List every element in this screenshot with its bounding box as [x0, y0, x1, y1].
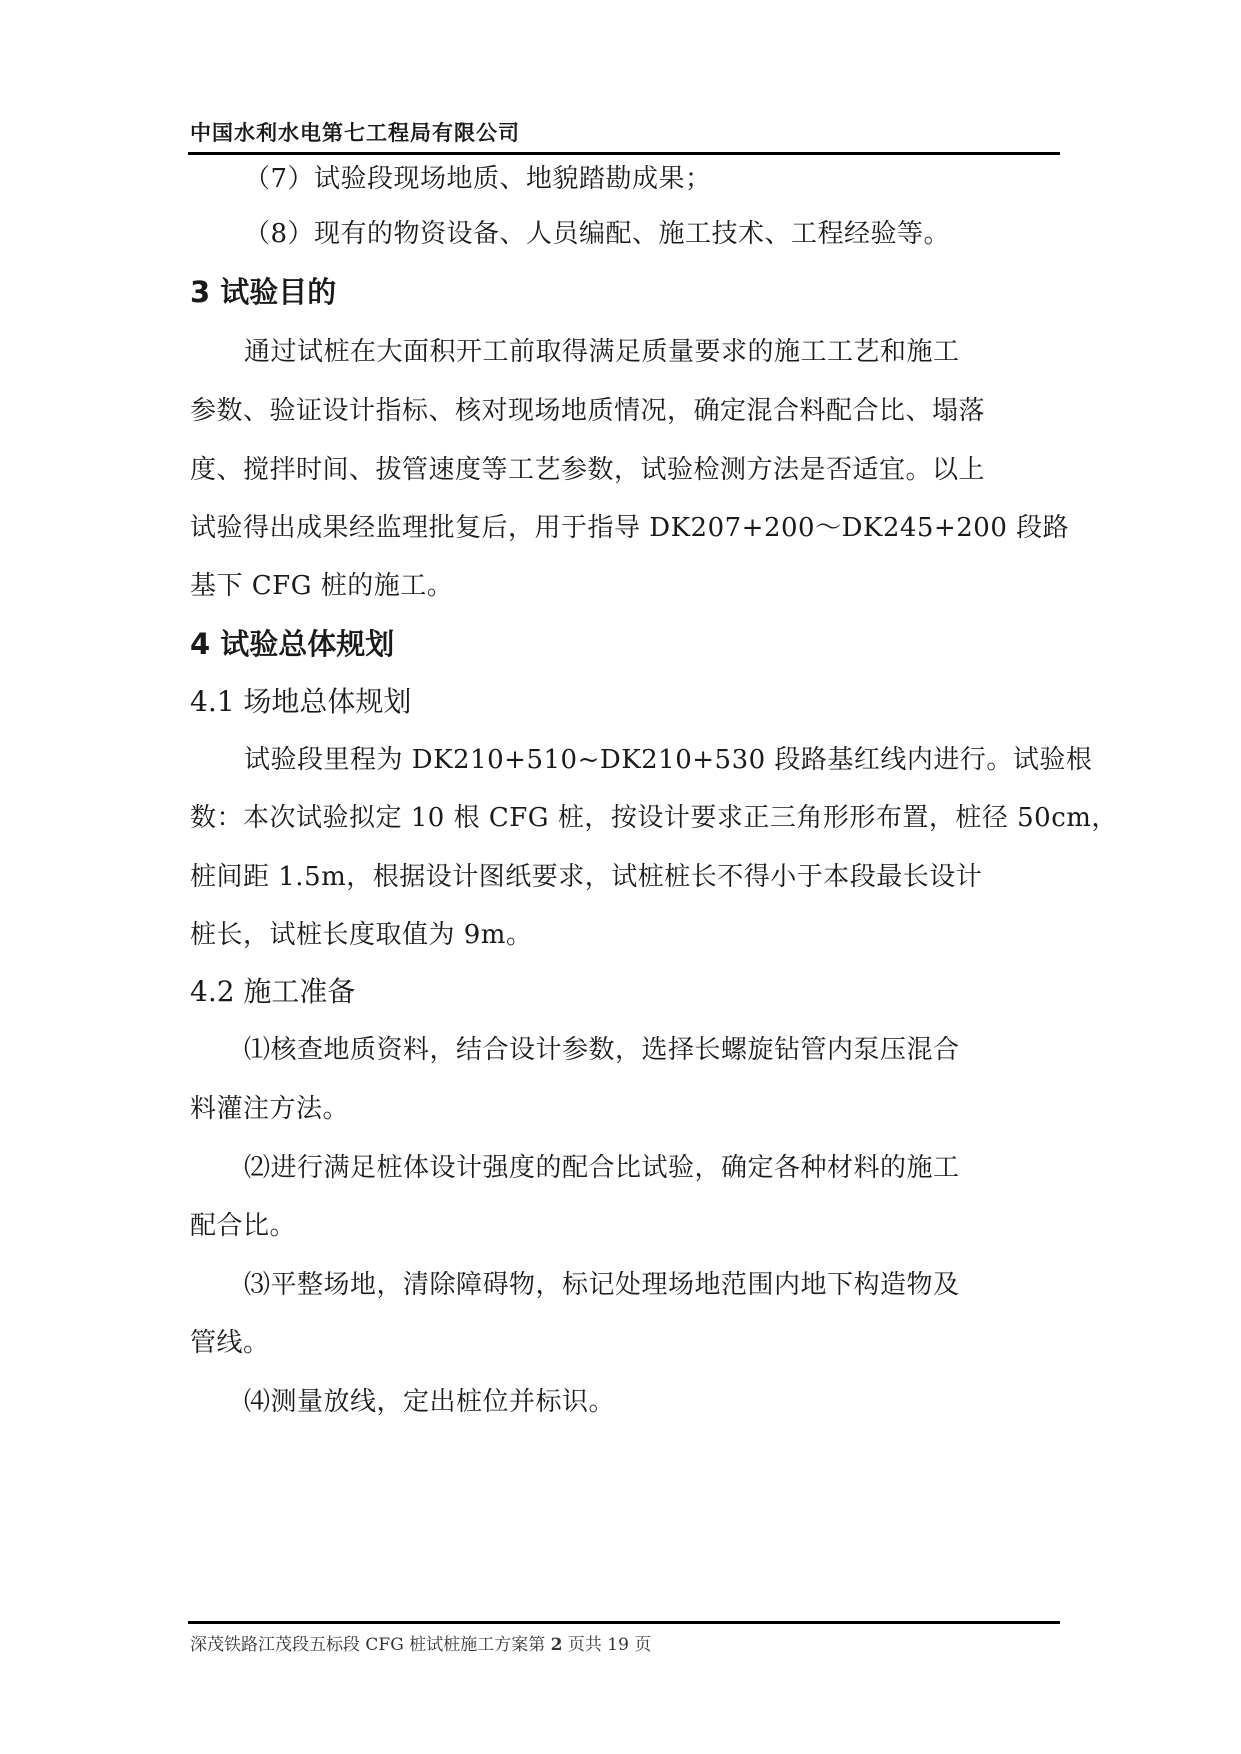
section-3-line: 通过试桩在大面积开工前取得满足质量要求的施工工艺和施工 — [244, 337, 960, 367]
header-rule — [188, 152, 1060, 155]
section-3-line: 参数、验证设计指标、核对现场地质情况，确定混合料配合比、塌落 — [190, 396, 986, 426]
footer-rule — [188, 1621, 1060, 1624]
section-3-line: 基下 CFG 桩的施工。 — [190, 571, 454, 601]
section-4-1-line: 桩长，试桩长度取值为 9m。 — [190, 920, 533, 950]
prep-item-3-line: ⑶平整场地，清除障碍物，标记处理场地范围内地下构造物及 — [244, 1270, 960, 1300]
footer-prefix: 深茂铁路江茂段五标段 CFG 桩试桩施工方案第 — [190, 1635, 546, 1655]
section-3-line: 度、搅拌时间、拔管速度等工艺参数，试验检测方法是否适宜。以上 — [190, 455, 986, 485]
section-4-1-heading: 4.1 场地总体规划 — [190, 685, 412, 718]
footer-page-info — [190, 1630, 651, 1655]
list-item-7: （7）试验段现场地质、地貌踏勘成果； — [244, 164, 712, 194]
prep-item-3-line: 管线。 — [190, 1328, 270, 1358]
section-4-heading: 4 试验总体规划 — [190, 627, 395, 661]
prep-item-1-line: ⑴核查地质资料，结合设计参数，选择长螺旋钻管内泵压混合 — [244, 1035, 960, 1065]
footer-page-number: 2 — [550, 1635, 563, 1655]
footer-suffix: 页 — [634, 1635, 652, 1655]
prep-item-4-line: ⑷测量放线，定出桩位并标识。 — [244, 1387, 616, 1417]
prep-item-1-line: 料灌注方法。 — [190, 1094, 350, 1124]
footer-mid: 页共 — [567, 1635, 602, 1655]
section-3-line: 试验得出成果经监理批复后，用于指导 DK207+200～DK245+200 段路 — [190, 513, 1070, 543]
section-4-2-heading: 4.2 施工准备 — [190, 975, 356, 1008]
prep-item-2-line: ⑵进行满足桩体设计强度的配合比试验，确定各种材料的施工 — [244, 1153, 960, 1183]
section-4-1-line: 桩间距 1.5m，根据设计图纸要求，试桩桩长不得小于本段最长设计 — [190, 862, 983, 892]
footer-total-pages: 19 — [607, 1635, 629, 1655]
section-4-1-line: 试验段里程为 DK210+510~DK210+530 段路基红线内进行。试验根 — [244, 745, 1093, 775]
list-item-8: （8）现有的物资设备、人员编配、施工技术、工程经验等。 — [244, 219, 951, 249]
header-company-name: 中国水利水电第七工程局有限公司 — [190, 121, 520, 145]
section-4-1-line: 数：本次试验拟定 10 根 CFG 桩，按设计要求正三角形形布置，桩径 50cm， — [190, 803, 1118, 833]
section-3-heading: 3 试验目的 — [190, 275, 337, 309]
prep-item-2-line: 配合比。 — [190, 1211, 297, 1241]
